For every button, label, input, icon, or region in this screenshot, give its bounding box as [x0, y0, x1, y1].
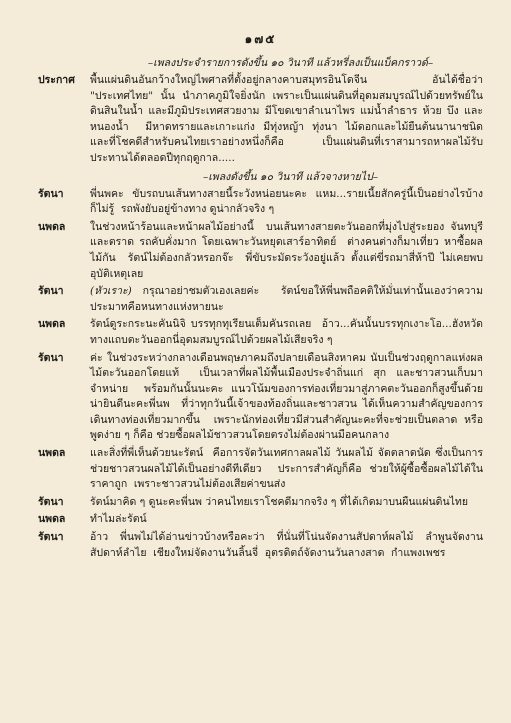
speaker-name: ประกาศ — [38, 74, 75, 86]
dialogue-entry — [38, 495, 483, 511]
dialogue-text-body: รัตน์ดูระกระนะคันนิจิ บรรทุกทุเรียนเต็มคันรถเลย อ้าว...คันนั้นบรรทุกเงาะโอ...ฮังหวัดทางแถบตะวันออกนี่อุดมสมบูรณ์ไปด้วยผลไม้เสียจริง ๆ — [90, 318, 483, 346]
dialogue-entry — [38, 187, 483, 218]
dialogue-entry — [38, 73, 490, 167]
dialogue-text-body: พื้นแผ่นดินอันกว้างใหญ่ไพศาลที่ตั้งอยู่กลางคาบสมุทรอินโดจีน อันได้ชื่อว่า "ประเทศไทย" นั้น นำภาคภูมิใจยิ่งนัก เพราะเป็นแผ่นดินที่อุดมสมบูรณ์ไปด้วยทรัพย์ในดินสินในน้ำ และมีภูมิประเทศสวยงาม มีโขดเขาลำเนาไพร แม่น้ำลำธาร ห้วย บึง และหนองน้ำ มีหาดทรายและเกาะแก่ง มีทุ่งหญ้า ทุ่งนา ไม้ดอกและไม้ยืนต้นนานาชนิด และที่โชคดีสำหรับคนไทยเราอย่างหนึ่งก็คือ เป็นแผ่นดินที่เราสามารถหาผลไม้รับประทานได้ตลอดปีทุกฤดูกาล..... — [90, 74, 490, 164]
dialogue-entry — [38, 284, 483, 315]
dialogue-text-body: ในช่วงหน้าร้อนและหน้าผลไม้อย่างนี้ บนเส้นทางสายตะวันออกที่มุ่งไปสู่ระยอง จันทบุรี และตราด รถคับคั่งมาก โดยเฉพาะวันหยุดเสาร์อาทิตย์ ต่างคนต่างก็มาเที่ยว หาซื้อผลไม้กัน รัตน์ไม่ต้องกลัวหรอกจ๊ะ พี่ขับระมัดระวังอยู่แล้ว ตั้งแต่ขี่รถมาสี่ห้าปี ไม่เคยพบอุบัติเหตุเลย — [90, 220, 487, 280]
dialogue-text — [90, 351, 490, 445]
inline-stage-direction: (หัวเราะ) — [90, 285, 132, 298]
dialogue-text — [90, 495, 483, 511]
dialogue-text — [90, 317, 483, 348]
dialogue-entry — [38, 530, 483, 561]
dialogue-entry — [38, 512, 483, 528]
dialogue-text-body: ค่ะ ในช่วงระหว่างกลางเดือนพฤษภาคมถึงปลายเดือนสิงหาคม นับเป็นช่วงฤดูกาลแห่งผลไม้ตะวันออกโดยแท้ เป็นเวลาที่ผลไม้พื้นเมืองประจำถิ่นแก่ สุก และชาวสวนเก็บมาจำหน่าย พร้อมกันนั้นนะคะ แนวโน้มของการท่องเที่ยวมาสู่ภาคตะวันออกก็สูงขึ้นด้วย น่ายินดีนะคะพี่นพ ที่ว่าทุกวันนี้เจ้าของท้องถิ่นและชาวสวน ได้เห็นความสำคัญของการเดินทางท่องเที่ยวมากขึ้น เพราะนักท่องเที่ยวมีส่วนสำคัญนะคะที่จะช่วยเป็นตลาด หรือพูดง่าย ๆ ก็คือ ช่วยซื้อผลไม้ชาวสวนโดยตรงไม่ต้องผ่านมือคนกลาง — [90, 351, 490, 442]
script-content — [38, 55, 490, 561]
speaker-name: นพดล — [38, 318, 66, 331]
speaker-name: รัตนา — [38, 531, 64, 544]
dialogue-text-body: ทำไมล่ะรัตน์ — [90, 513, 147, 526]
dialogue-text-body: รัตน์มาคิด ๆ ดูนะคะพี่นพ ว่าคนไทยเราโชคดีมากจริง ๆ ที่ได้เกิดมาบนผืนแผ่นดินไทย — [90, 495, 468, 508]
dialogue-text — [90, 512, 483, 528]
dialogue-entry — [38, 220, 487, 282]
speaker-name: นพดล — [38, 220, 66, 233]
dialogue-text-body: กรุณาอย่าชมตัวเองเลยค่ะ รัตน์ขอให้พี่นพถือคติให้มั่นเท่านั้นเองว่าความประมาทคือหนทางแห่งหายนะ — [90, 285, 483, 313]
speaker-name: รัตนา — [38, 285, 64, 298]
dialogue-text — [90, 187, 483, 218]
dialogue-text — [90, 73, 490, 167]
dialogue-text-body: และสิ่งที่พี่เห็นด้วยนะรัตน์ คือการจัดวันเทศกาลผลไม้ วันผลไม้ จัดตลาดนัด ซึ่งเป็นการช่วยชาวสวนผลไม้ได้เป็นอย่างดีทีเดียว ประการสำคัญก็คือ ช่วยให้ผู้ซื้อซื้อผลไม้ได้ในราคาถูก เพราะชาวสวนไม่ต้องเสียค่าขนส่ง — [90, 447, 483, 491]
speaker-name: รัตนา — [38, 495, 64, 508]
dialogue-text-body: พี่นพคะ ขับรถบนเส้นทางสายนี้ระวังหน่อยนะคะ แหม...รายเนี้ยสักครู่นี้เป็นอย่างไรบ้างก็ไม่รู้ รถพังยับอยู่ข้างทาง ดูน่ากลัวจริง ๆ — [90, 187, 483, 216]
stage-direction: –เพลงประจำรายการดังขึ้น ๑๐ วินาที แล้วหรี่ลงเป็นแบ็คกราวด์– — [147, 57, 434, 69]
dialogue-entry — [38, 317, 483, 348]
speaker-name: รัตนา — [38, 187, 64, 200]
stage-direction: –เพลงดังขึ้น ๑๐ วินาที แล้วจางหายไป– — [202, 170, 379, 183]
dialogue-text — [90, 446, 483, 493]
dialogue-text — [90, 220, 487, 282]
dialogue-entry — [38, 351, 490, 445]
dialogue-entry — [38, 446, 483, 493]
dialogue-text — [90, 284, 483, 315]
speaker-name: รัตนา — [38, 351, 64, 364]
speaker-name: นพดล — [38, 447, 66, 460]
speaker-name: นพดล — [38, 513, 66, 526]
dialogue-text — [90, 530, 483, 561]
page-number: ๑๗๕ — [244, 32, 277, 46]
dialogue-text-body: อ้าว พี่นพไม่ได้อ่านข่าวบ้างหรือคะว่า ที่นั่นที่โน่นจัดงานสัปดาห์ผลไม้ ลำพูนจัดงานสัปดาห์ลำไย เชียงใหม่จัดงานวันลิ้นจี่ อุตรดิตถ์จัดงานวันลางสาด กำแพงเพชร — [90, 531, 483, 559]
